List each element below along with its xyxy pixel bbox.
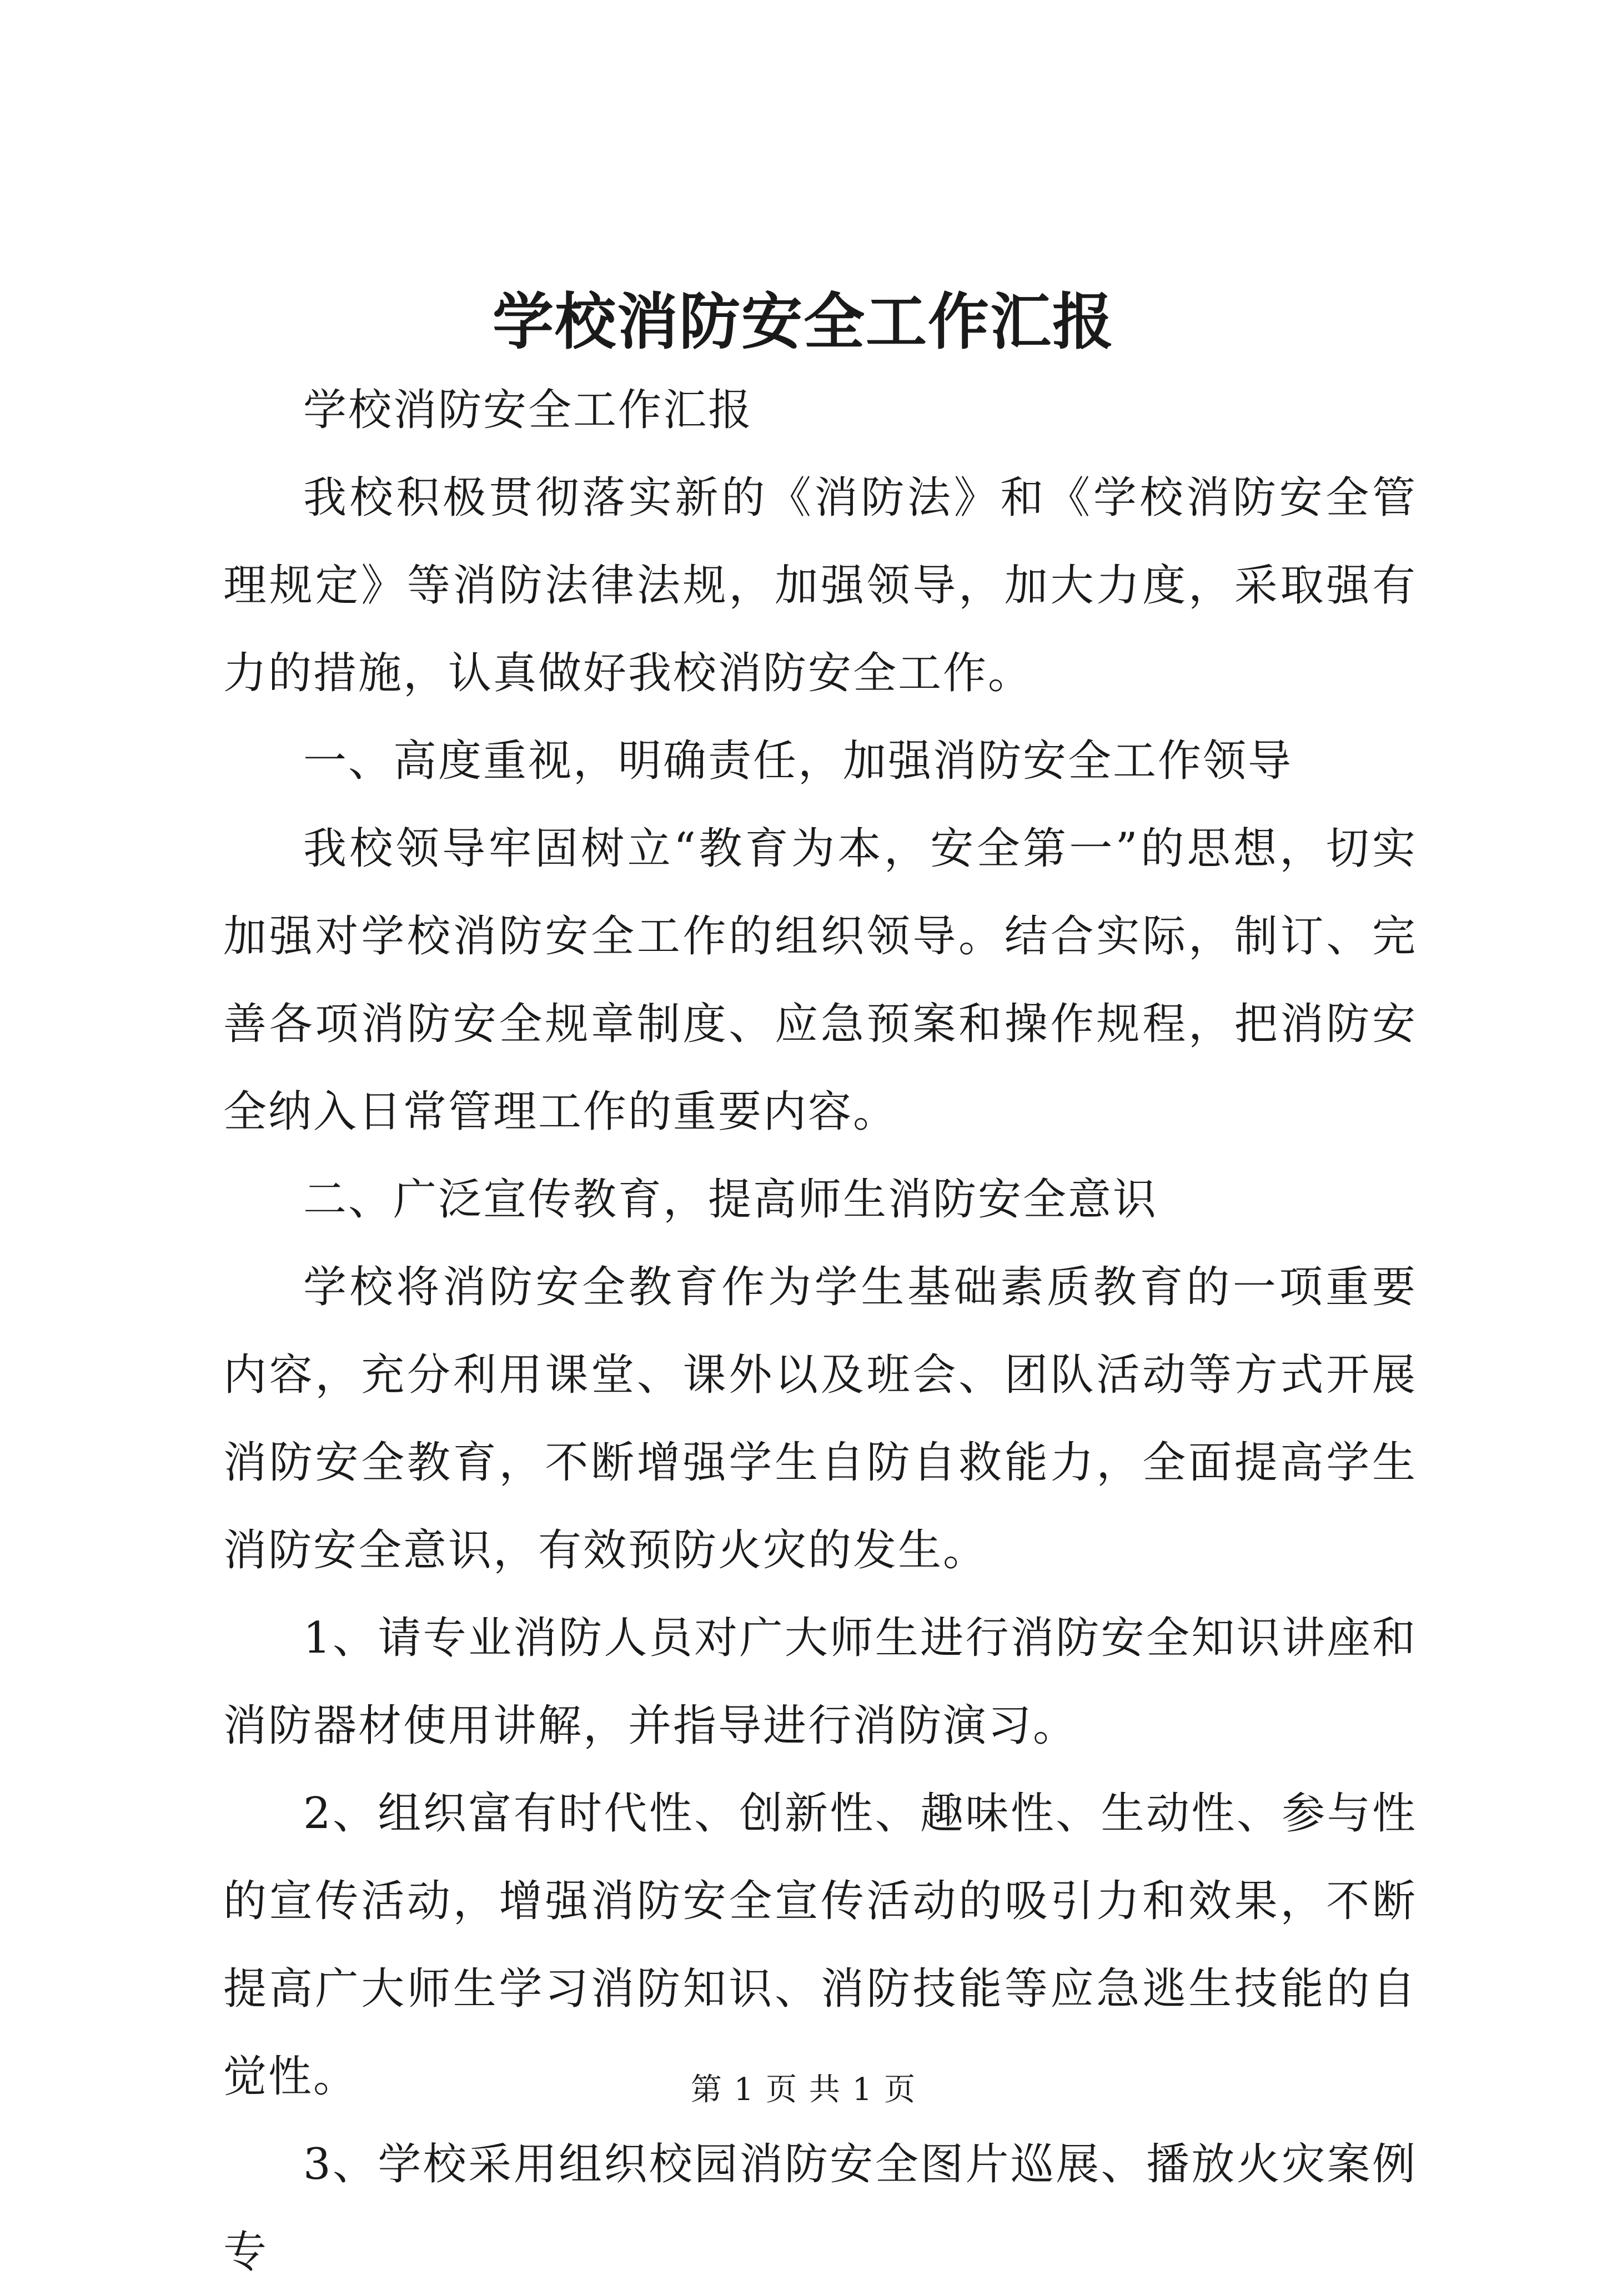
document-title: 学校消防安全工作汇报 bbox=[493, 286, 1114, 358]
section-heading-2: 二、广泛宣传教育，提高师生消防安全意识 bbox=[303, 1175, 1158, 1225]
list-item-2: 2、组织富有时代性、创新性、趣味性、生动性、参与性的宣传活动，增强消防安全宣传活动的吸引力和效果，不断提高广大师生学习消防知识、消防技能等应急逃生技能的自觉性。 bbox=[223, 1789, 1417, 2102]
document-body bbox=[223, 366, 1417, 2296]
list-item-1: 1、请专业消防人员对广大师生进行消防安全知识讲座和消防器材使用讲解，并指导进行消防演习。 bbox=[223, 1613, 1417, 1751]
page-footer: 第 1 页 共 1 页 bbox=[690, 2072, 917, 2108]
paragraph-leadership: 我校领导牢固树立“教育为本，安全第一”的思想，切实加强对学校消防安全工作的组织领导。结合实际，制订、完善各项消防安全规章制度、应急预案和操作规程，把消防安全纳入日常管理工作的重要内容。 bbox=[223, 824, 1417, 1137]
paragraph-education: 学校将消防安全教育作为学生基础素质教育的一项重要内容，充分利用课堂、课外以及班会、团队活动等方式开展消防安全教育，不断增强学生自防自救能力，全面提高学生消防安全意识，有效预防火灾的发生。 bbox=[223, 1262, 1417, 1575]
paragraph-subtitle: 学校消防安全工作汇报 bbox=[303, 385, 754, 435]
paragraph-intro: 我校积极贯彻落实新的《消防法》和《学校消防安全管理规定》等消防法律法规，加强领导，加大力度，采取强有力的措施，认真做好我校消防安全工作。 bbox=[223, 473, 1417, 698]
list-item-3: 3、学校采用组织校园消防安全图片巡展、播放火灾案例专 bbox=[223, 2139, 1417, 2277]
section-heading-1: 一、高度重视，明确责任，加强消防安全工作领导 bbox=[303, 736, 1293, 786]
